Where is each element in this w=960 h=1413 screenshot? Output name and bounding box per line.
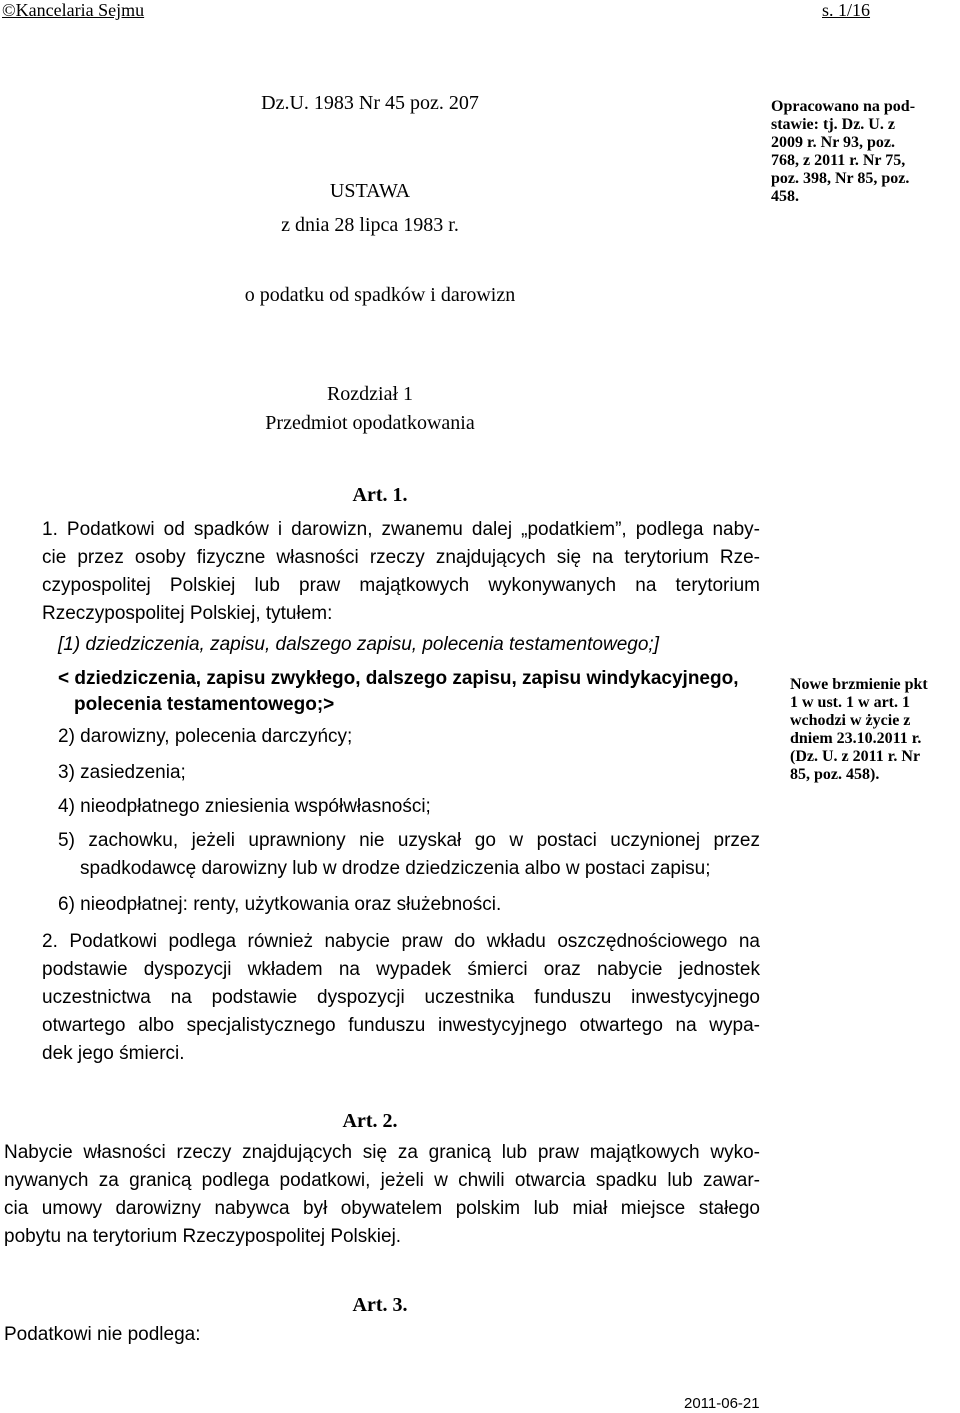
act-date: z dnia 28 lipca 1983 r. bbox=[281, 214, 459, 236]
art1-paragraph-1 bbox=[42, 516, 760, 628]
art1-p2-line: dek jego śmierci. bbox=[42, 1043, 185, 1064]
sidenote-source-line: stawie: tj. Dz. U. z bbox=[771, 116, 895, 133]
art1-item4: 4) nieodpłatnego zniesienia współwłasności; bbox=[58, 796, 431, 817]
header-source-link[interactable]: ©Kancelaria Sejmu bbox=[2, 0, 145, 20]
art2-line: nywanych za granicą podlega podatkowi, jeżeli w chwili otwarcia spadku lub zawar- bbox=[4, 1170, 760, 1191]
sidenote-amendment-line: (Dz. U. z 2011 r. Nr bbox=[790, 748, 921, 765]
dz-u-reference: Dz.U. 1983 Nr 45 poz. 207 bbox=[261, 92, 479, 114]
art2-heading: Art. 2. bbox=[342, 1110, 398, 1132]
art1-item5-line2: spadkodawcę darowizny lub w drodze dziedziczenia albo w postaci zapisu; bbox=[80, 858, 711, 879]
art1-p2-line: podstawie dyspozycji wkładem na wypadek śmierci oraz nabycie jednostek bbox=[42, 959, 760, 980]
art1-p2-line: 2. Podatkowi podlega również nabycie praw do wkładu oszczędnościowego na bbox=[42, 931, 760, 952]
art2-paragraph bbox=[4, 1139, 760, 1251]
art1-item3: 3) zasiedzenia; bbox=[58, 762, 186, 783]
chapter-number: Rozdział 1 bbox=[326, 383, 414, 405]
sidenote-amendment-line: dniem 23.10.2011 r. bbox=[790, 730, 922, 747]
art3-intro: Podatkowi nie podlega: bbox=[4, 1324, 201, 1345]
chapter-title: Przedmiot opodatkowania bbox=[265, 412, 475, 434]
sidenote-amendment-line: 1 w ust. 1 w art. 1 bbox=[790, 694, 910, 711]
art1-p1-line: czypospolitej Polskiej lub praw majątkowych wykonywanych na terytorium bbox=[42, 575, 760, 596]
art2-line: cia umowy darowizny nabywca był obywatelem polskim lub miał miejsce stałego bbox=[4, 1198, 760, 1219]
sidenote-amendment-line: Nowe brzmienie pkt bbox=[790, 676, 928, 693]
art1-item2: 2) darowizny, polecenia darczyńcy; bbox=[58, 726, 353, 747]
sidenote-amendment bbox=[790, 676, 958, 784]
art1-p2-line: otwartego albo specjalistycznego funduszu inwestycyjnego otwartego na wypa- bbox=[42, 1015, 760, 1036]
sidenote-amendment-line: 85, poz. 458). bbox=[790, 766, 880, 783]
art1-item5-line1: 5) zachowku, jeżeli uprawniony nie uzyskał go w postaci uczynionej przez bbox=[58, 830, 760, 851]
sidenote-source-line: Opracowano na pod- bbox=[771, 98, 916, 115]
art3-heading: Art. 3. bbox=[352, 1294, 408, 1316]
sidenote-source-line: 458. bbox=[771, 188, 799, 205]
art1-item1-new-line2: polecenia testamentowego;> bbox=[74, 694, 335, 715]
art1-heading: Art. 1. bbox=[352, 484, 408, 506]
art1-p1-line: Rzeczypospolitej Polskiej, tytułem: bbox=[42, 603, 333, 624]
footer-date: 2011-06-21 bbox=[684, 1395, 760, 1412]
art2-line: Nabycie własności rzeczy znajdujących się za granicą lub praw majątkowych wyko- bbox=[4, 1142, 760, 1163]
sidenote-source-line: 2009 r. Nr 93, poz. bbox=[771, 134, 895, 151]
art1-p1-line: cie przez osoby fizyczne własności rzeczy znajdujących się na terytorium Rze- bbox=[42, 547, 760, 568]
art1-item1-new-line1: < dziedziczenia, zapisu zwykłego, dalszego zapisu, zapisu windykacyjnego, bbox=[58, 668, 739, 689]
art2-line: pobytu na terytorium Rzeczypospolitej Polskiej. bbox=[4, 1226, 402, 1247]
art1-item1-repealed: [1) dziedziczenia, zapisu, dalszego zapisu, polecenia testamentowego;] bbox=[58, 634, 659, 655]
sidenote-source-line: poz. 398, Nr 85, poz. bbox=[771, 170, 910, 187]
art1-item6: 6) nieodpłatnej: renty, użytkowania oraz służebności. bbox=[58, 894, 502, 915]
sidenote-source bbox=[771, 98, 952, 206]
sidenote-amendment-line: wchodzi w życie z bbox=[790, 712, 911, 729]
act-type: USTAWA bbox=[329, 180, 411, 202]
act-title: o podatku od spadków i darowizn bbox=[244, 284, 516, 306]
art1-paragraph-2 bbox=[42, 928, 760, 1068]
art1-p1-line: 1. Podatkowi od spadków i darowizn, zwanemu dalej „podatkiem”, podlega naby- bbox=[42, 519, 760, 540]
header-page-number[interactable]: s. 1/16 bbox=[822, 0, 871, 20]
sidenote-source-line: 768, z 2011 r. Nr 75, bbox=[771, 152, 906, 169]
art1-p2-line: uczestnictwa na podstawie dyspozycji uczestnika funduszu inwestycyjnego bbox=[42, 987, 760, 1008]
